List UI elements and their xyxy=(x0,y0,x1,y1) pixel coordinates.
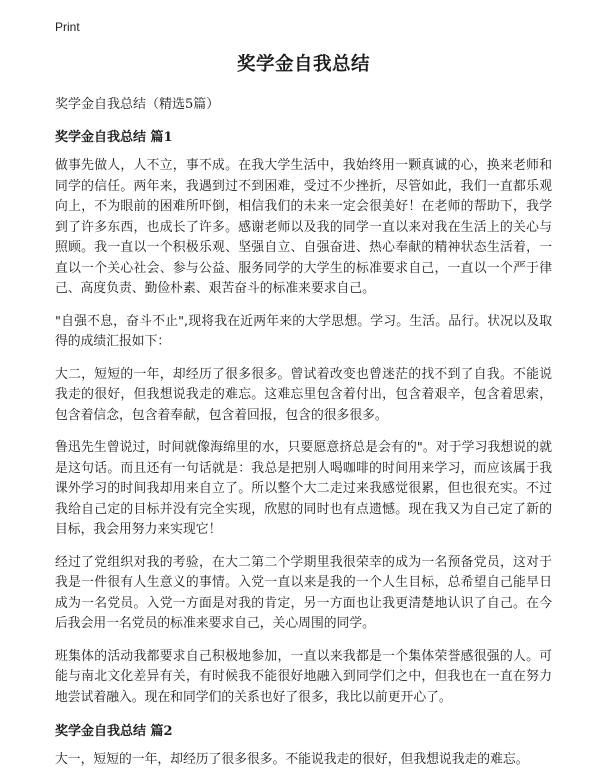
paragraph: "自强不息，奋斗不止",现将我在近两年来的大学思想。学习。生活。品行。状况以及取得的成绩汇报如下： xyxy=(55,313,552,349)
section-heading: 奖学金自我总结 篇1 xyxy=(55,130,173,145)
paragraph: 大一，短短的一年，却经历了很多很多。不能说我走的很好，但我想说我走的难忘。 xyxy=(55,752,529,767)
document-title: 奖学金自我总结 xyxy=(236,54,370,75)
paragraph: 经过了党组织对我的考验，在大二第二个学期里我很荣幸的成为一名预备党员，这对于我是一件很有人生意义的事情。入党一直以来是我的一个人生目标，总希望自己能早日成为一名党员。入党一方面是对我的肯定，另一方面也让我更清楚地认识了自己。在今后我会用一名党员的标准来要求自己，关心周围的同学。 xyxy=(55,554,552,631)
paragraph: 鲁迅先生曾说过，时间就像海绵里的水，只要愿意挤总是会有的"。对于学习我想说的就是这句话。而且还有一句话就是：我总是把别人喝咖啡的时间用来学习，而应该属于我课外学习的时间我却用来自立了。所以整个大二走过来我感觉很累，但也很充实。不过我给自己定的目标并没有完全实现，欣慰的同时也有点遗憾。现在我又为自己定了新的目标，我会用努力来实现它！ xyxy=(55,440,552,537)
paragraph: 大二，短短的一年，却经历了很多很多。曾试着改变也曾迷茫的找不到了自我。不能说我走的很好，但我想说我走的难忘。这难忘里包含着付出，包含着艰辛，包含着思索，包含着信念，包含着奉献，包含着回报，包含的很多很多。 xyxy=(55,366,552,423)
document-page xyxy=(55,50,552,783)
paragraph: 班集体的活动我都要求自己积极地参加，一直以来我都是一个集体荣誉感很强的人。可能与南北文化差异有关，有时候我不能很好地融入到同学们之中，但我也在一直在努力地尝试着融入。现在和同学们的关系也好了很多，我比以前更开心了。 xyxy=(55,648,552,705)
section-1 xyxy=(55,126,552,708)
section-2 xyxy=(55,720,552,771)
print-link[interactable]: Print xyxy=(55,20,80,34)
paragraph: 做事先做人，人不立，事不成。在我大学生活中，我始终用一颗真诚的心，换来老师和同学的信任。两年来，我遇到过不到困难，受过不少挫折，尽管如此，我们一直都乐观向上，不为眼前的困难所吓倒，相信我们的未来一定会很美好！在老师的帮助下，我学到了许多东西，也成长了许多。感谢老师以及我的同学一直以来对我在生活上的关心与照顾。我一直以一个积极乐观、坚强自立、自强奋进、热心奉献的精神状态生活着，一直以一个关心社会、参与公益、服务同学的大学生的标准要求自己，一直以一个严于律己、高度负责、勤俭朴素、艰苦奋斗的标准来要求自己。 xyxy=(55,158,552,296)
section-heading: 奖学金自我总结 篇2 xyxy=(55,724,173,739)
document-subtitle: 奖学金自我总结（精选5篇） xyxy=(55,97,220,112)
